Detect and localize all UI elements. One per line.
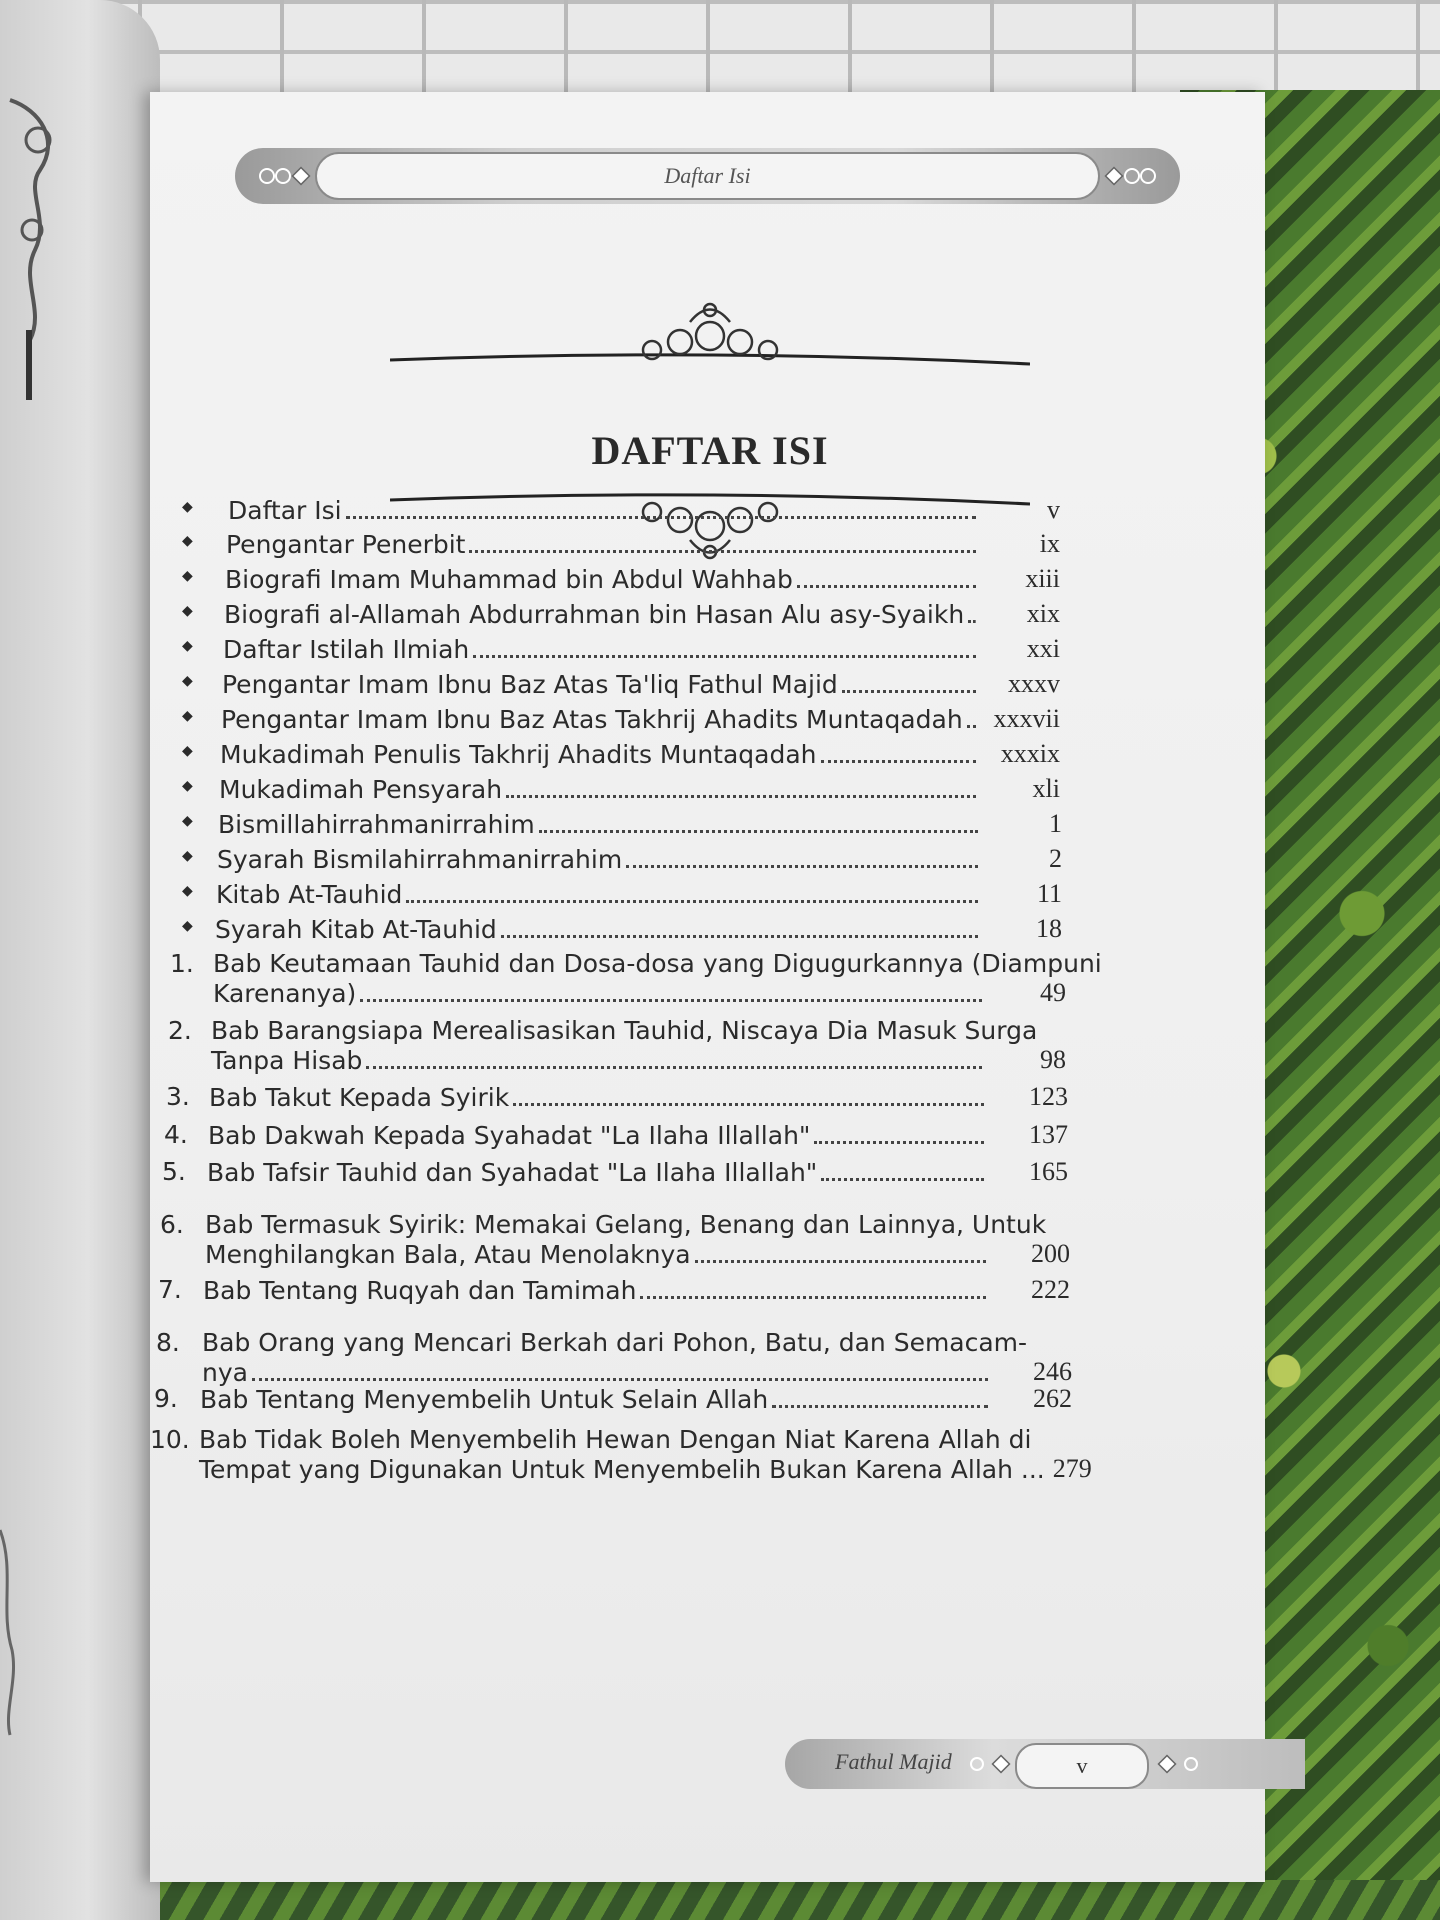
bullet-diamond-icon: ◆ <box>182 743 193 759</box>
filigree-ornament-icon <box>1155 1751 1205 1777</box>
entry-title: Biografi al-Allamah Abdurrahman bin Hasan Alu asy-Syaikh <box>224 600 965 629</box>
entry-title: Bismillahirrahmanirrahim <box>218 810 535 839</box>
entry-number: 1. <box>170 949 194 978</box>
entry-title-line-2: Tempat yang Digunakan Untuk Menyembelih Bukan Karena Allah ... <box>199 1455 1045 1484</box>
toc-entry <box>164 1120 1068 1150</box>
entry-title: Bab Takut Kepada Syirik <box>209 1083 510 1112</box>
toc-entry <box>182 844 1062 874</box>
scroll-ornament-icon <box>0 1520 20 1740</box>
entry-number: 8. <box>156 1328 180 1357</box>
dot-leader <box>967 725 976 728</box>
book-title: Fathul Majid <box>835 1749 952 1774</box>
toc-entry <box>158 1275 1070 1305</box>
running-head: Daftar Isi <box>664 163 751 188</box>
scroll-ornament-icon <box>0 80 70 400</box>
bullet-diamond-icon: ◆ <box>182 568 193 584</box>
toc-entry <box>168 1016 1066 1075</box>
dot-leader <box>473 655 976 658</box>
toc-entry <box>170 949 1102 1008</box>
entry-number: 7. <box>158 1275 182 1304</box>
entry-title: Kitab At-Tauhid <box>216 880 403 909</box>
dot-leader <box>539 830 978 833</box>
bullet-diamond-icon: ◆ <box>182 918 193 934</box>
entry-number: 9. <box>154 1384 178 1413</box>
page-number-ref: 262 <box>1033 1384 1072 1413</box>
bullet-diamond-icon: ◆ <box>182 603 193 619</box>
entry-title: Daftar Isi <box>228 496 342 525</box>
bullet-diamond-icon: ◆ <box>182 533 193 549</box>
toc-entry <box>166 1082 1068 1112</box>
page-number-ref: xiii <box>1025 564 1060 593</box>
toc-entry <box>182 564 1060 594</box>
entry-title: Bab Tafsir Tauhid dan Syahadat "La Ilaha Illallah" <box>207 1158 818 1187</box>
page-number-ref: v <box>1047 495 1060 524</box>
entry-number: 6. <box>160 1210 184 1239</box>
bullet-diamond-icon: ◆ <box>182 708 193 724</box>
entry-number: 5. <box>162 1157 186 1186</box>
toc-entry <box>156 1328 1072 1387</box>
dot-leader <box>406 900 978 903</box>
toc-entry <box>182 879 1062 909</box>
dot-leader <box>842 690 976 693</box>
toc-entry <box>182 599 1060 629</box>
page-number-ref: xxxv <box>1008 669 1060 698</box>
toc-entry <box>154 1384 1072 1414</box>
toc-entry <box>182 774 1060 804</box>
dot-leader <box>366 1066 982 1069</box>
dot-leader <box>640 1296 986 1299</box>
page-number-ref: 246 <box>1033 1357 1072 1386</box>
dot-leader <box>968 620 976 623</box>
page-number-ref: 165 <box>1029 1157 1068 1186</box>
left-facing-page <box>0 0 160 1920</box>
entry-number: 2. <box>168 1016 192 1045</box>
toc-entry <box>182 495 1060 525</box>
toc-entry <box>162 1157 1068 1187</box>
page-number-ref: 2 <box>1049 844 1062 873</box>
toc-entry <box>150 1425 1092 1484</box>
entry-title: Bab Dakwah Kepada Syahadat "La Ilaha Illallah" <box>208 1121 811 1150</box>
entry-title-line-1: Bab Keutamaan Tauhid dan Dosa-dosa yang Digugurkannya (Diampuni <box>213 949 1102 978</box>
entry-title: Pengantar Imam Ibnu Baz Atas Takhrij Ahadits Muntaqadah <box>221 705 963 734</box>
entry-title-line-2: Karenanya) <box>213 979 357 1008</box>
dot-leader <box>469 550 976 553</box>
toc-entry <box>182 529 1060 559</box>
toc-entry <box>182 809 1062 839</box>
table-of-contents <box>150 92 1265 1882</box>
entry-title-line-1: Bab Termasuk Syirik: Memakai Gelang, Benang dan Lainnya, Untuk <box>205 1210 1047 1239</box>
entry-number: 3. <box>166 1082 190 1111</box>
page-number-ref: 137 <box>1029 1120 1068 1149</box>
dot-leader <box>501 935 978 938</box>
bullet-diamond-icon: ◆ <box>182 883 193 899</box>
entry-title: Daftar Istilah Ilmiah <box>223 635 470 664</box>
bullet-diamond-icon: ◆ <box>182 638 193 654</box>
page-title: DAFTAR ISI <box>591 428 829 473</box>
brick-wall-background <box>0 0 1440 100</box>
page-number-ref: 222 <box>1031 1275 1070 1304</box>
entry-title: Bab Tentang Menyembelih Untuk Selain Allah <box>200 1385 769 1414</box>
entry-title: Syarah Kitab At-Tauhid <box>215 915 497 944</box>
page-number-ref: xxxvii <box>993 704 1060 733</box>
toc-entry <box>182 704 1060 734</box>
toc-entry <box>182 669 1060 699</box>
bullet-diamond-icon: ◆ <box>182 499 193 515</box>
toc-entry <box>182 914 1062 944</box>
toc-entry <box>160 1210 1070 1269</box>
dot-leader <box>821 1178 984 1181</box>
entry-title-line-2: nya <box>202 1358 248 1387</box>
dot-leader <box>513 1103 984 1106</box>
entry-title: Pengantar Imam Ibnu Baz Atas Ta'liq Fathul Majid <box>222 670 838 699</box>
page-number-ref: 1 <box>1049 809 1062 838</box>
entry-title: Pengantar Penerbit <box>226 530 466 559</box>
page-number-ref: 123 <box>1029 1082 1068 1111</box>
page-number-ref: 18 <box>1036 914 1062 943</box>
dot-leader <box>695 1260 986 1263</box>
entry-title-line-1: Bab Orang yang Mencari Berkah dari Pohon, Batu, dan Semacam- <box>202 1328 1028 1357</box>
bullet-diamond-icon: ◆ <box>182 848 193 864</box>
page-number-ref: 11 <box>1036 879 1062 908</box>
dot-leader <box>346 516 976 519</box>
page-number-ref: xxxix <box>1000 739 1060 768</box>
entry-title-line-1: Bab Barangsiapa Merealisasikan Tauhid, Niscaya Dia Masuk Surga <box>211 1016 1038 1045</box>
entry-title: Mukadimah Pensyarah <box>219 775 503 804</box>
page-number-ref: xxi <box>1026 634 1060 663</box>
toc-entry <box>182 739 1060 769</box>
toc-entry <box>182 634 1060 664</box>
entry-title: Bab Tentang Ruqyah dan Tamimah <box>203 1276 637 1305</box>
dot-leader <box>506 795 976 798</box>
page-number-ref: xix <box>1026 599 1060 628</box>
page-number-ref: ix <box>1039 529 1060 558</box>
entry-title-line-2: Menghilangkan Bala, Atau Menolaknya <box>205 1240 691 1269</box>
entry-title: Syarah Bismilahirrahmanirrahim <box>217 845 623 874</box>
dot-leader <box>814 1141 984 1144</box>
page-number-ref: 49 <box>1040 978 1066 1007</box>
dot-leader <box>252 1378 988 1381</box>
bullet-diamond-icon: ◆ <box>182 813 193 829</box>
footer-band <box>785 1739 1305 1789</box>
entry-title-line-1: Bab Tidak Boleh Menyembelih Hewan Dengan Niat Karena Allah di <box>199 1425 1032 1454</box>
entry-title-line-2: Tanpa Hisab <box>211 1046 363 1075</box>
dot-leader <box>797 585 976 588</box>
entry-title: Biografi Imam Muhammad bin Abdul Wahhab <box>225 565 793 594</box>
book-page <box>150 92 1265 1882</box>
entry-number: 4. <box>164 1120 188 1149</box>
page-number-ref: 98 <box>1040 1045 1066 1074</box>
entry-title: Mukadimah Penulis Takhrij Ahadits Muntaqadah <box>220 740 817 769</box>
bullet-diamond-icon: ◆ <box>182 673 193 689</box>
page-number-pill <box>1015 1743 1149 1789</box>
dot-leader <box>821 760 976 763</box>
dot-leader <box>772 1405 988 1408</box>
page-number-ref: 200 <box>1031 1239 1070 1268</box>
filigree-ornament-icon <box>965 1751 1015 1777</box>
page-number-ref: xli <box>1032 774 1060 803</box>
dot-leader <box>360 999 982 1002</box>
dot-leader <box>626 865 978 868</box>
foliage-bottom-strip <box>0 1880 1440 1920</box>
entry-number: 10. <box>150 1425 190 1454</box>
bullet-diamond-icon: ◆ <box>182 778 193 794</box>
page-number-ref: 279 <box>1052 1454 1092 1483</box>
page-number: v <box>1076 1753 1088 1778</box>
